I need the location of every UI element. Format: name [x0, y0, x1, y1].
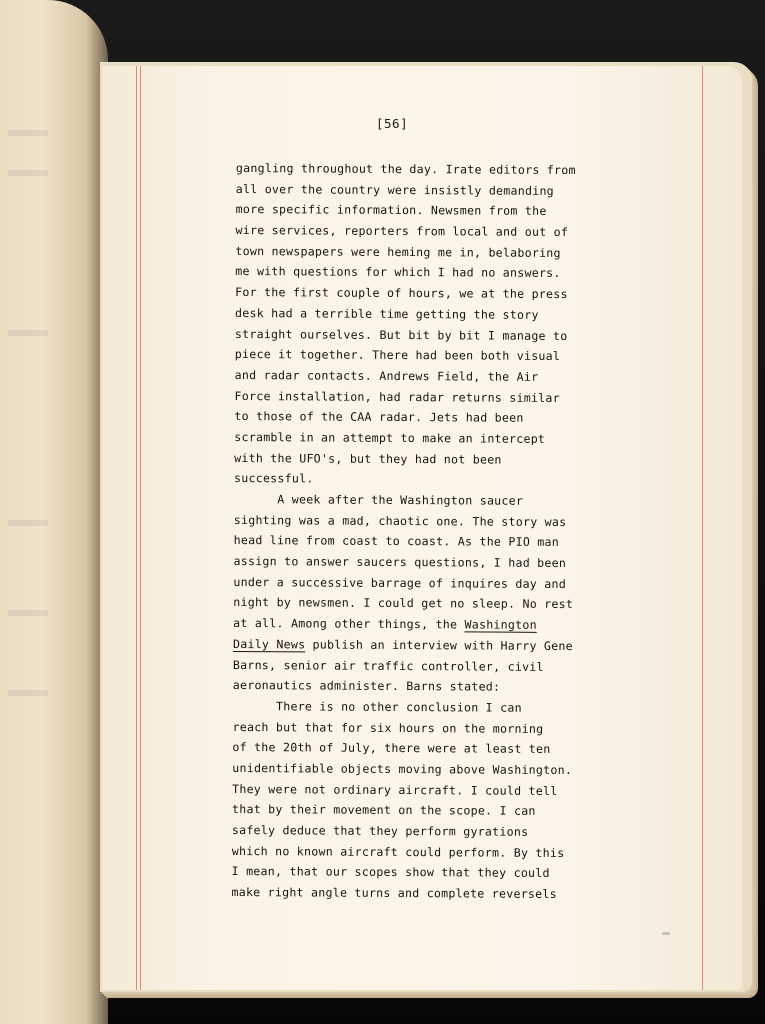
- text-line: [234, 386, 634, 409]
- bleed-through-mark: [8, 170, 48, 176]
- underlined-text: Washington: [464, 617, 537, 632]
- text-run: They were not ordinary aircraft. I could tell: [232, 781, 558, 798]
- text-line: [231, 882, 631, 905]
- text-run: gangling throughout the day. Irate editors from: [235, 160, 576, 178]
- text-line: [235, 323, 635, 346]
- text-run: night by newsmen. I could get no sleep. No rest: [233, 595, 574, 612]
- text-line: [233, 675, 633, 698]
- text-run: more specific information. Newsmen from the: [235, 202, 547, 219]
- text-run: assign to answer saucers questions, I had been: [233, 554, 567, 571]
- text-line: [234, 427, 634, 450]
- bleed-through-mark: [8, 130, 48, 136]
- text-line: [232, 841, 632, 864]
- body-text: [231, 158, 636, 905]
- text-line: [235, 220, 635, 243]
- text-line: [236, 179, 636, 202]
- text-line: [233, 551, 633, 574]
- text-run: of the 20th of July, there were at least ten: [232, 740, 551, 757]
- text-line: [234, 530, 634, 553]
- text-line: [232, 861, 632, 884]
- text-line: [235, 303, 635, 326]
- text-run: at all. Among other things, the: [233, 616, 465, 632]
- text-line: [232, 737, 632, 760]
- text-line: [236, 199, 636, 222]
- margin-rule-left-inner: [140, 66, 141, 990]
- bleed-through-mark: [8, 330, 48, 336]
- text-line: [234, 468, 634, 491]
- text-run: scramble in an attempt to make an intercept: [234, 429, 546, 446]
- text-line: [232, 779, 632, 802]
- typewritten-page: [102, 66, 742, 990]
- text-run: Barns, senior air traffic controller, civil: [232, 657, 544, 674]
- text-run: For the first couple of hours, we at the press: [235, 285, 568, 302]
- text-run: reach but that for six hours on the morning: [232, 719, 544, 736]
- text-run: successful.: [234, 471, 314, 486]
- bleed-through-mark: [8, 520, 48, 526]
- text-run: with the UFO's, but they had not been: [234, 450, 502, 467]
- text-line: [233, 634, 633, 657]
- text-run: me with questions for which I had no answers.: [235, 264, 561, 281]
- text-run: aeronautics administer. Barns stated:: [232, 678, 501, 694]
- text-line: [235, 282, 635, 305]
- text-line: [232, 799, 632, 822]
- text-line: [235, 261, 635, 284]
- margin-rule-left: [136, 66, 137, 990]
- text-run: which no known aircraft could perform. By this: [231, 843, 565, 860]
- text-run: wire services, reporters from local and out of: [235, 223, 569, 240]
- text-line: [234, 448, 634, 471]
- text-line: [233, 592, 633, 615]
- left-facing-page: [0, 0, 108, 1024]
- text-run: A week after the Washington saucer: [233, 491, 524, 508]
- bleed-through-mark: [8, 690, 48, 696]
- text-run: town newspapers were heming me in, belaboring: [235, 243, 561, 260]
- text-run: safely deduce that they perform gyrations: [231, 822, 529, 839]
- text-run: that by their movement on the scope. I can: [231, 802, 536, 819]
- text-run: I mean, that our scopes show that they could: [231, 864, 550, 881]
- text-run: all over the country were insistly demanding: [235, 181, 554, 198]
- text-run: unidentifiable objects moving above Washington.: [232, 760, 573, 778]
- text-line: [233, 572, 633, 595]
- margin-rule-right: [702, 66, 703, 990]
- bleed-through-mark: [8, 610, 48, 616]
- text-line: [233, 696, 633, 719]
- text-run: publish an interview with Harry Gene: [305, 637, 573, 653]
- text-run: piece it together. There had been both visual: [234, 347, 561, 364]
- page-number: [56]: [376, 116, 409, 131]
- text-run: There is no other conclusion I can: [232, 698, 522, 715]
- text-run: head line from coast to coast. As the PIO man: [233, 533, 560, 550]
- text-run: to those of the CAA radar. Jets had been: [234, 409, 524, 426]
- text-line: [233, 654, 633, 677]
- text-run: make right angle turns and complete reversels: [231, 885, 557, 902]
- text-line: [236, 158, 636, 181]
- text-line: [235, 365, 635, 388]
- text-run: sighting was a mad, chaotic one. The story was: [233, 512, 567, 529]
- text-line: [233, 613, 633, 636]
- text-line: [234, 510, 634, 533]
- text-line: [234, 489, 634, 512]
- text-run: Force installation, had radar returns similar: [234, 388, 560, 405]
- text-line: [234, 406, 634, 429]
- text-run: under a successive barrage of inquires day and: [233, 574, 567, 591]
- text-line: [235, 241, 635, 264]
- text-line: [232, 717, 632, 740]
- text-line: [232, 758, 632, 781]
- text-run: and radar contacts. Andrews Field, the Air: [234, 367, 539, 384]
- text-run: straight ourselves. But bit by bit I manage to: [234, 326, 568, 343]
- text-line: [232, 820, 632, 843]
- text-line: [235, 344, 635, 367]
- ink-smudge: [662, 932, 670, 935]
- text-run: desk had a terrible time getting the story: [235, 305, 539, 322]
- underlined-text: Daily News: [232, 636, 306, 652]
